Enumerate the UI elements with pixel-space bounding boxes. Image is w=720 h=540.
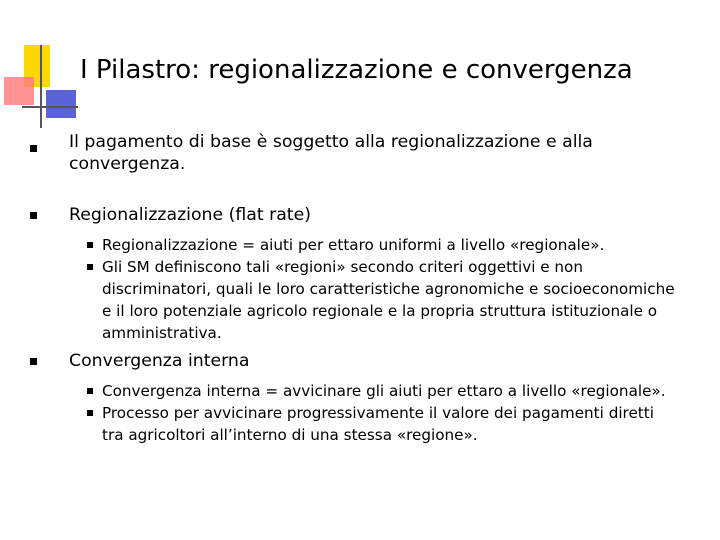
sub-bullet-line: Convergenza interna = avvicinare gli aiuti per ettaro a livello «regionale».	[102, 382, 666, 400]
sub-bullet-line: Gli SM definiscono tali «regioni» secondo criteri oggettivi e non	[102, 258, 583, 276]
sub-bullet-line: Processo per avvicinare progressivamente il valore dei pagamenti diretti	[102, 404, 654, 422]
sub-bullet-line: amministrativa.	[102, 324, 222, 342]
logo-vertical-line	[40, 45, 42, 128]
logo-blue-square	[46, 90, 76, 118]
sub-bullet-text	[102, 380, 700, 402]
sub-bullet-line: Regionalizzazione = aiuti per ettaro uniformi a livello «regionale».	[102, 236, 605, 254]
square-bullet-icon	[87, 410, 93, 416]
bullet-text: Regionalizzazione (flat rate)	[69, 205, 311, 225]
logo-red-square	[4, 77, 34, 105]
slide-content	[30, 126, 700, 446]
corner-logo	[0, 0, 80, 130]
bullet-text	[69, 126, 700, 175]
bullet-text: Convergenza interna	[69, 351, 250, 371]
bullet-item	[30, 204, 700, 226]
square-bullet-icon	[87, 388, 93, 394]
sub-bullet-text	[102, 256, 700, 344]
sub-bullet-item	[30, 402, 700, 446]
bullet-line: convergenza.	[69, 154, 186, 174]
square-bullet-icon	[30, 358, 37, 365]
sub-bullet-text	[102, 234, 700, 256]
sub-bullet-item	[30, 234, 700, 256]
sub-bullet-item	[30, 380, 700, 402]
square-bullet-icon	[30, 145, 37, 152]
logo-horizontal-line	[22, 106, 78, 108]
sub-bullet-item	[30, 256, 700, 344]
square-bullet-icon	[87, 242, 93, 248]
bullet-item	[30, 350, 700, 372]
bullet-line: Il pagamento di base è soggetto alla regionalizzazione e alla	[69, 132, 593, 152]
sub-bullet-line: tra agricoltori all’interno di una stessa «regione».	[102, 426, 478, 444]
sub-bullet-line: e il loro potenziale agricolo regionale e la propria struttura istituzionale o	[102, 302, 658, 320]
square-bullet-icon	[87, 264, 93, 270]
square-bullet-icon	[30, 212, 37, 219]
bullet-item	[30, 126, 700, 204]
slide-title: I Pilastro: regionalizzazione e convergenza	[80, 55, 633, 85]
sub-bullet-line: discriminatori, quali le loro caratteristiche agronomiche e socioeconomiche	[102, 280, 675, 298]
sub-bullet-text	[102, 402, 700, 446]
